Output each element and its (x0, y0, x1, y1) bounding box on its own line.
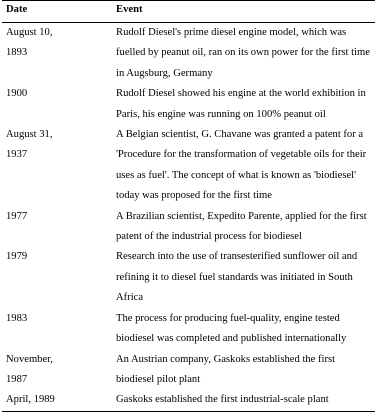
event-line: today was proposed for the first time (116, 190, 272, 202)
date-cell (2, 350, 116, 391)
event-line: Gaskoks established the first industrial-scale plant (116, 394, 329, 406)
date-cell (2, 247, 116, 308)
event-line: A Belgian scientist, G. Chavane was granted a patent for a (116, 129, 364, 141)
table-row (2, 247, 375, 308)
event-cell (116, 125, 375, 207)
table-row (2, 84, 375, 125)
event-line: Rudolf Diesel showed his engine at the world exhibition in (116, 88, 366, 100)
date-line: 1983 (6, 312, 28, 324)
event-line: uses as fuel'. The concept of what is known as 'biodiesel' (116, 169, 357, 181)
table-row (2, 309, 375, 350)
date-line: 1900 (6, 88, 28, 100)
event-cell (116, 350, 375, 391)
date-cell (2, 207, 116, 248)
event-column-header: Event (116, 4, 143, 15)
date-line: April, 1989 (6, 394, 55, 406)
table-row (2, 125, 375, 207)
date-line: 1977 (6, 210, 28, 222)
date-line: 1937 (6, 149, 28, 161)
event-line: A Brazilian scientist, Expedito Parente, applied for the first (116, 210, 367, 222)
event-line: patent of the industrial process for biodiesel (116, 231, 302, 243)
event-cell (116, 309, 375, 350)
event-line: refining it to diesel fuel standards was initiated in South (116, 271, 353, 283)
date-cell (2, 125, 116, 207)
date-line: August 10, (6, 27, 53, 38)
table-row (2, 207, 375, 248)
date-column-header: Date (6, 4, 28, 15)
event-cell (116, 247, 375, 308)
event-line: Research into the use of transesterified sunflower oil and (116, 251, 358, 263)
event-line: in Augsburg, Germany (116, 67, 213, 79)
table-row (2, 350, 375, 391)
date-cell (2, 309, 116, 350)
date-cell (2, 23, 116, 84)
table-header-row (2, 1, 375, 22)
date-line: 1987 (6, 373, 28, 385)
history-table (2, 0, 375, 412)
date-line: 1893 (6, 47, 28, 59)
event-cell (116, 207, 375, 248)
event-line: The process for producing fuel-quality, engine tested (116, 312, 340, 324)
event-line: biodiesel was completed and published internationally (116, 333, 347, 345)
date-line: November, (6, 353, 53, 365)
event-line: 'Procedure for the transformation of vegetable oils for their (116, 149, 367, 161)
date-line: 1979 (6, 251, 28, 263)
event-line: Paris, his engine was running on 100% peanut oil (116, 108, 326, 120)
event-line: biodiesel pilot plant (116, 373, 201, 385)
date-line: August 31, (6, 129, 53, 141)
date-cell (2, 390, 116, 410)
table-row (2, 390, 375, 410)
event-line: fuelled by peanut oil, ran on its own power for the first time (116, 47, 370, 59)
event-line: An Austrian company, Gaskoks established the first (116, 353, 336, 365)
event-cell (116, 23, 375, 84)
event-cell (116, 390, 375, 410)
table-row (2, 23, 375, 84)
event-line: Rudolf Diesel's prime diesel engine model, which was (116, 27, 347, 38)
event-line: Africa (116, 292, 144, 304)
date-cell (2, 84, 116, 125)
event-cell (116, 84, 375, 125)
